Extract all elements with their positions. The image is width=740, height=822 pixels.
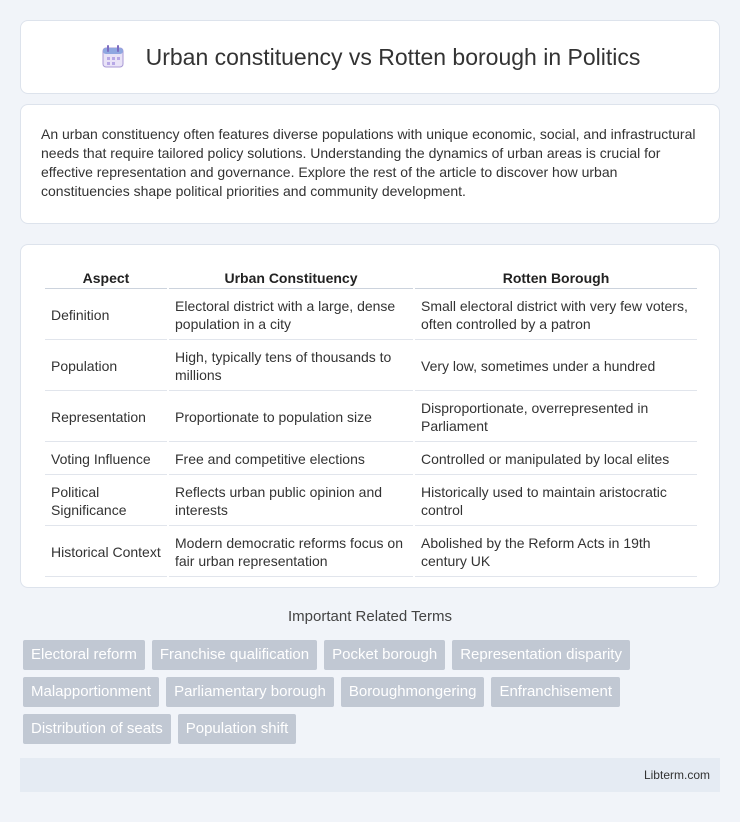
related-term-tag[interactable]: Malapportionment <box>23 677 159 707</box>
table-cell: Modern democratic reforms focus on fair urban representation <box>169 528 413 577</box>
table-cell: Disproportionate, overrepresented in Parliament <box>415 393 697 442</box>
table-cell: Very low, sometimes under a hundred <box>415 342 697 391</box>
table-cell: High, typically tens of thousands to millions <box>169 342 413 391</box>
table-cell: Reflects urban public opinion and interests <box>169 477 413 526</box>
related-term-tag[interactable]: Boroughmongering <box>341 677 485 707</box>
column-header: Urban Constituency <box>169 267 413 289</box>
related-term-tag[interactable]: Population shift <box>178 714 297 744</box>
footer-site-link[interactable]: Libterm.com <box>643 768 710 782</box>
table-row <box>45 393 697 442</box>
column-header: Aspect <box>45 267 167 289</box>
related-term-tag[interactable]: Enfranchisement <box>491 677 620 707</box>
table-cell: Historically used to maintain aristocratic control <box>415 477 697 526</box>
related-terms-title: Important Related Terms <box>288 608 452 625</box>
table-cell: Political Significance <box>45 477 167 526</box>
table-row <box>45 477 697 526</box>
table-cell: Abolished by the Reform Acts in 19th century UK <box>415 528 697 577</box>
table-cell: Voting Influence <box>45 444 167 475</box>
table-cell: Proportionate to population size <box>169 393 413 442</box>
footer <box>20 758 720 792</box>
related-term-tag[interactable]: Representation disparity <box>452 640 630 670</box>
table-cell: Historical Context <box>45 528 167 577</box>
document-icon <box>100 44 126 70</box>
table-cell: Definition <box>45 291 167 340</box>
column-header: Rotten Borough <box>415 267 697 289</box>
table-cell: Electoral district with a large, dense population in a city <box>169 291 413 340</box>
related-terms-list <box>23 640 723 744</box>
table-cell: Population <box>45 342 167 391</box>
table-row <box>45 291 697 340</box>
related-term-tag[interactable]: Franchise qualification <box>152 640 317 670</box>
table-row <box>45 528 697 577</box>
page-title: Urban constituency vs Rotten borough in Politics <box>145 43 641 70</box>
comparison-table <box>43 265 699 579</box>
related-term-tag[interactable]: Parliamentary borough <box>166 677 334 707</box>
table-row <box>45 444 697 475</box>
table-header-row <box>45 267 697 289</box>
table-cell: Free and competitive elections <box>169 444 413 475</box>
related-term-tag[interactable]: Distribution of seats <box>23 714 171 744</box>
intro-text: An urban constituency often features diverse populations with unique economic, social, and infrastructural needs that require tailored policy solutions. Understanding the dynamics of urban areas is crucial for effective representation and governance. Explore the rest of the article to discover how urban constituencies shape political priorities and community development. <box>41 126 696 199</box>
table-cell: Small electoral district with very few voters, often controlled by a patron <box>415 291 697 340</box>
table-cell: Representation <box>45 393 167 442</box>
table-row <box>45 342 697 391</box>
related-term-tag[interactable]: Pocket borough <box>324 640 445 670</box>
intro-card <box>20 104 720 224</box>
table-cell: Controlled or manipulated by local elites <box>415 444 697 475</box>
related-term-tag[interactable]: Electoral reform <box>23 640 145 670</box>
title-card <box>20 20 720 94</box>
comparison-table-card <box>20 244 720 588</box>
